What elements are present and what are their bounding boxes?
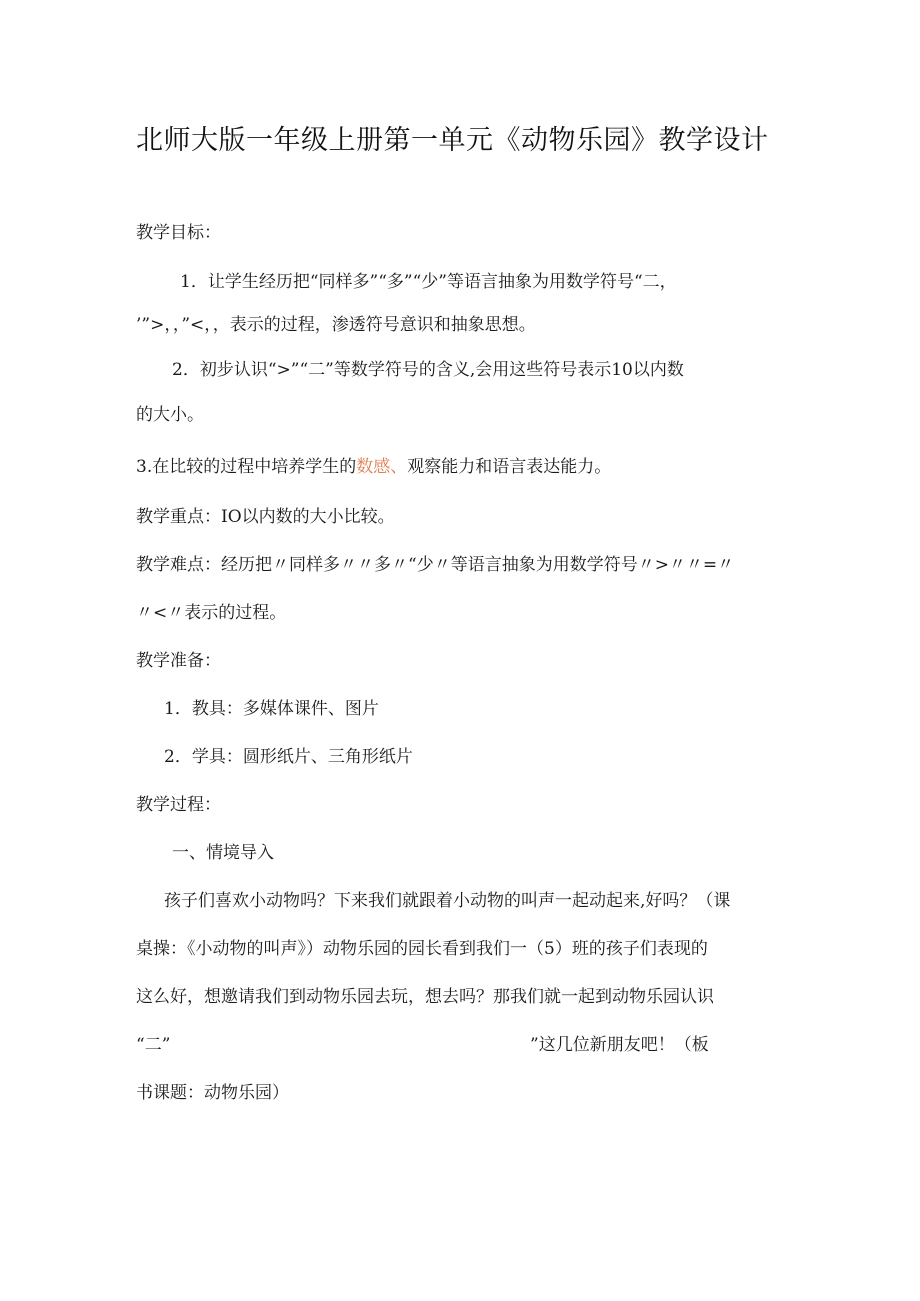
goals-heading: 教学目标： [136, 223, 221, 243]
paragraph-1-line-4-right: ”这几位新朋友吧！（板 [530, 1035, 709, 1055]
goal-2-line-1: 2．初步认识“>”“二”等数学符号的含义,会用这些符号表示10以内数 [172, 360, 684, 380]
goal-3-suffix: 观察能力和语言表达能力。 [407, 457, 612, 477]
paragraph-1-line-5: 书课题：动物乐园） [136, 1083, 289, 1103]
prep-item-2: 2．学具：圆形纸片、三角形纸片 [164, 747, 413, 767]
goal-2-line-2: 的大小。 [136, 405, 204, 425]
difficulty-line-2: 〃<〃表示的过程。 [136, 603, 287, 623]
paragraph-1-line-4-left: “二” [136, 1035, 171, 1055]
goal-1-line-1: 1．让学生经历把“同样多”“多”“少”等语言抽象为用数学符号“二， [180, 272, 677, 292]
goal-3-accent: 数感、 [356, 457, 408, 477]
paragraph-1-line-2: 桌操：《小动物的叫声》）动物乐园的园长看到我们一（5）班的孩子们表现的 [136, 939, 708, 959]
paragraph-1-line-3: 这么好，想邀请我们到动物乐园去玩，想去吗？那我们就一起到动物乐园认识 [136, 987, 714, 1007]
prep-item-1: 1．教具：多媒体课件、图片 [164, 699, 379, 719]
goal-1-line-2: ’”>，，”<，，表示的过程，渗透符号意识和抽象思想。 [136, 315, 536, 335]
key-point: 教学重点：IO以内数的大小比较。 [136, 507, 395, 527]
prep-heading: 教学准备： [136, 651, 221, 671]
goal-3 [136, 455, 611, 479]
document-title: 北师大版一年级上册第一单元《动物乐园》教学设计 [136, 125, 769, 156]
difficulty-line-1: 教学难点：经历把〃同样多〃〃多〃“少〃等语言抽象为用数学符号〃>〃〃=〃 [136, 555, 735, 575]
process-heading: 教学过程： [136, 795, 221, 815]
paragraph-1-line-1: 孩子们喜欢小动物吗？下来我们就跟着小动物的叫声一起动起来,好吗？（课 [164, 891, 731, 911]
section-1-heading: 一、情境导入 [172, 843, 274, 863]
goal-3-prefix: 3.在比较的过程中培养学生的 [136, 457, 357, 477]
